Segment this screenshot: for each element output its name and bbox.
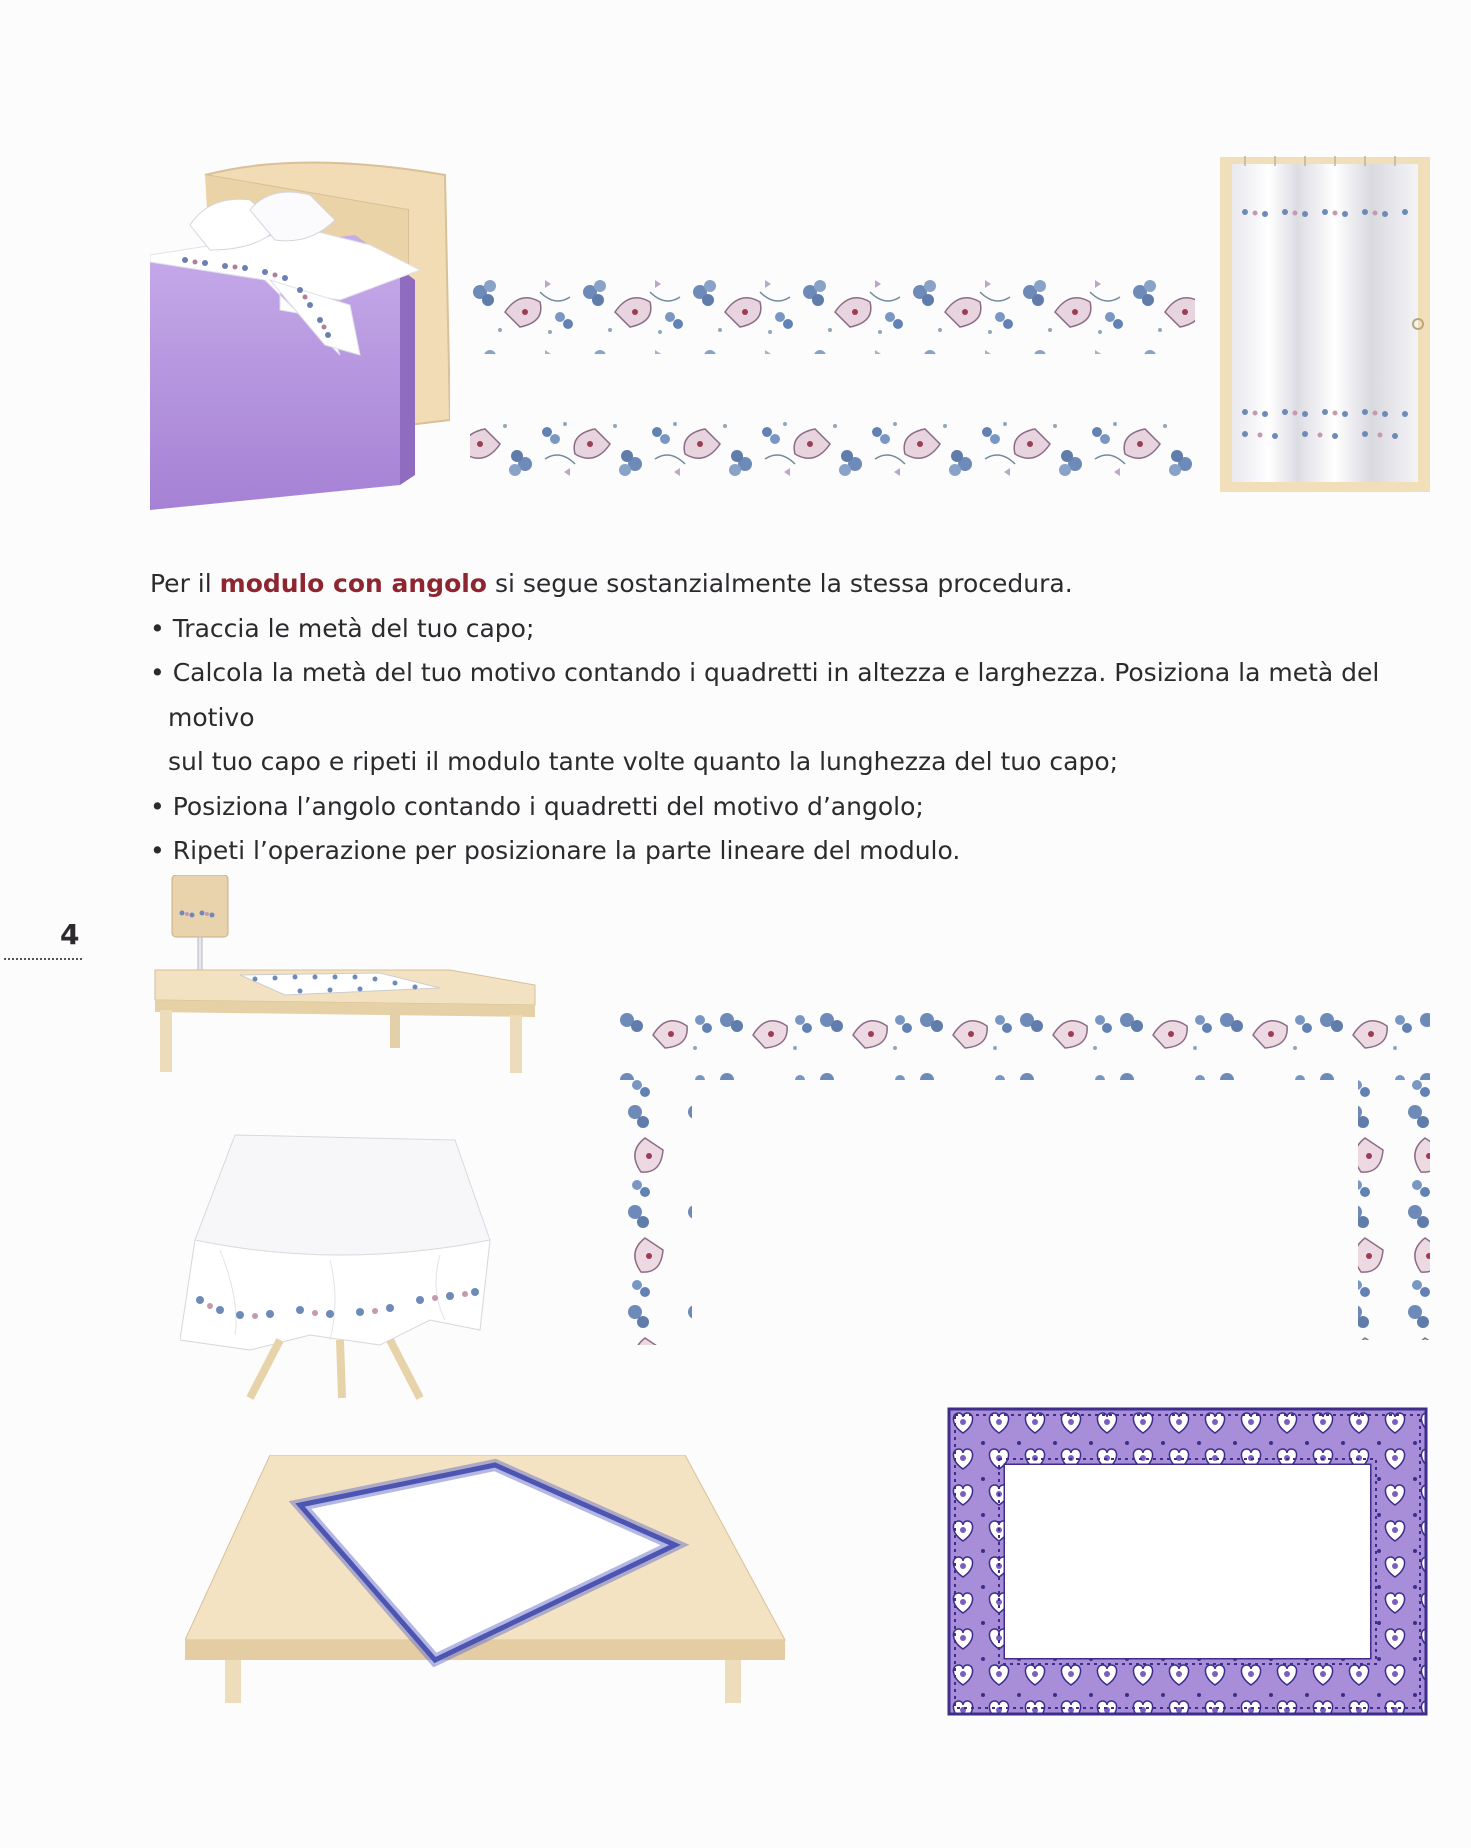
bullet-item: • Traccia le metà del tuo capo; bbox=[150, 613, 535, 643]
instructions-text bbox=[150, 562, 1440, 874]
coffee-table-illustration bbox=[150, 875, 540, 1075]
bullet-item: • Calcola la metà del tuo motivo contando i quadretti in altezza e larghezza. Posiziona la metà del motivo bbox=[150, 658, 1380, 732]
intro-paragraph: Per il modulo con angolo si segue sostanzialmente la stessa procedura. bbox=[150, 569, 1073, 598]
curtain-illustration bbox=[1220, 152, 1430, 492]
tablecloth-illustration bbox=[180, 1130, 505, 1400]
square-table-illustration bbox=[185, 1455, 790, 1705]
corner-border-pattern bbox=[615, 1000, 1435, 1350]
page-number: 4 bbox=[60, 918, 80, 951]
lace-frame-pattern bbox=[945, 1405, 1430, 1718]
bullet-continuation: sul tuo capo e ripeti il modulo tante volte quanto la lunghezza del tuo capo; bbox=[168, 747, 1119, 776]
page-number-rule bbox=[4, 958, 82, 960]
straight-border-pattern bbox=[470, 272, 1195, 497]
bullet-item: • Posiziona l’angolo contando i quadretti del motivo d’angolo; bbox=[150, 791, 924, 821]
bed-illustration bbox=[150, 150, 450, 515]
emphasis-term: modulo con angolo bbox=[219, 569, 487, 598]
bullet-item: • Ripeti l’operazione per posizionare la parte lineare del modulo. bbox=[150, 836, 961, 865]
